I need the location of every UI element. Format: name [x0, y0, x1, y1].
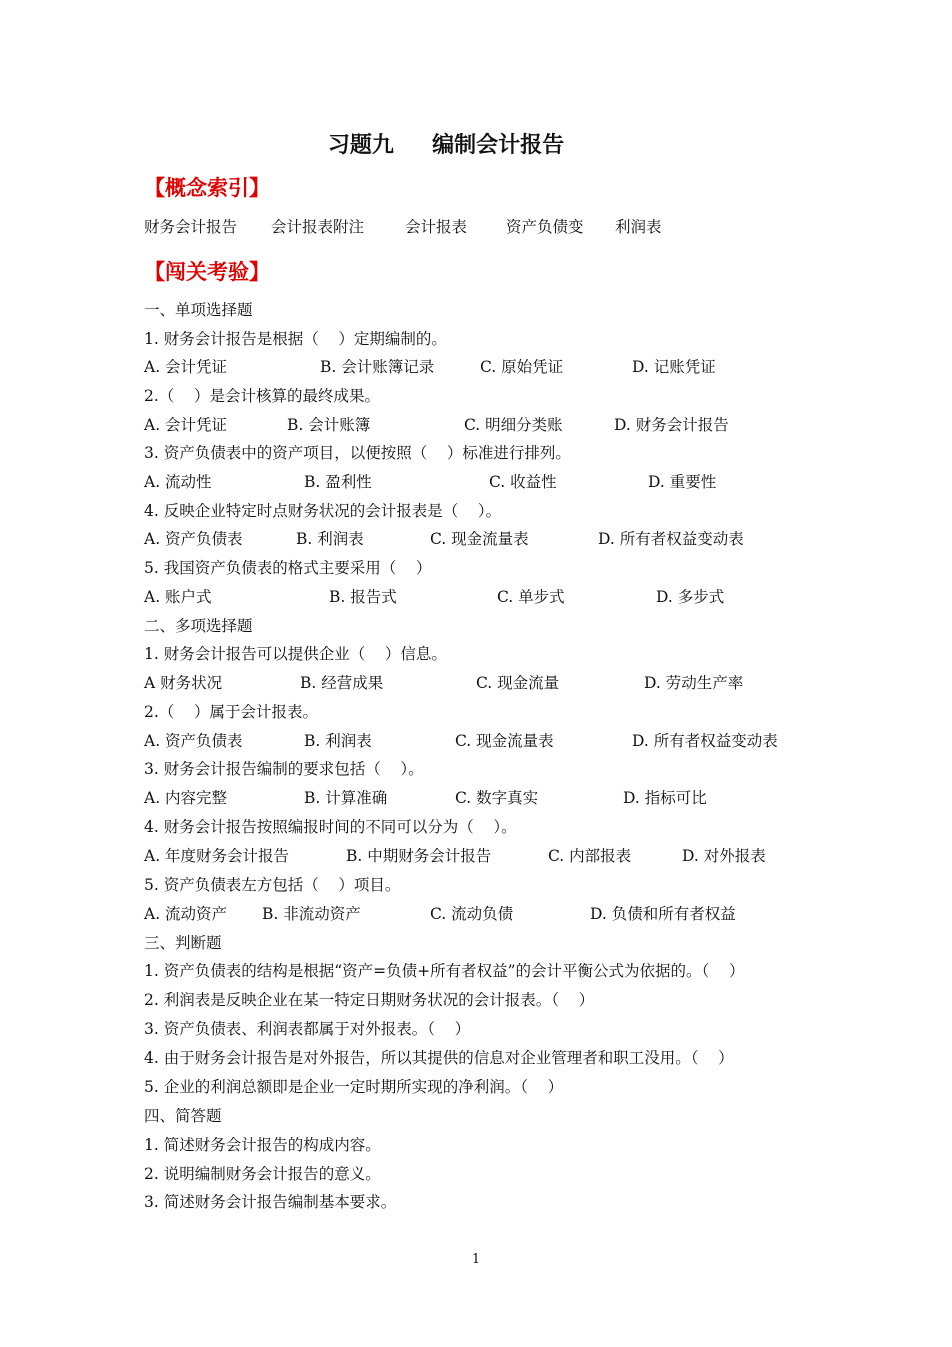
option-b: B. 会计账簿	[287, 416, 371, 434]
option-d: D. 重要性	[648, 473, 717, 491]
page-number: 1	[471, 1252, 481, 1267]
answer-options	[144, 471, 717, 493]
question-text: 2. 说明编制财务会计报告的意义。	[144, 1165, 381, 1183]
option-a: A. 会计凭证	[144, 416, 228, 434]
option-c: C. 收益性	[489, 473, 557, 491]
option-d: D. 指标可比	[623, 789, 707, 807]
concept-term: 会计报表	[405, 218, 468, 236]
option-b: B. 计算准确	[304, 789, 388, 807]
option-d: D. 记账凭证	[632, 358, 716, 376]
question-text: 1. 资产负债表的结构是根据“资产=负债+所有者权益”的会计平衡公式为依据的。（ ）	[144, 962, 745, 980]
option-d: D. 多步式	[656, 588, 725, 606]
option-c: C. 单步式	[497, 588, 565, 606]
question-text: 4. 反映企业特定时点财务状况的会计报表是（ ）。	[144, 502, 502, 520]
answer-options	[144, 845, 766, 867]
answer-options	[144, 787, 707, 809]
option-c: C. 原始凭证	[480, 358, 564, 376]
question-text: 1. 简述财务会计报告的构成内容。	[144, 1136, 381, 1154]
option-b: B. 经营成果	[300, 674, 384, 692]
question-text: 3. 资产负债表、利润表都属于对外报表。（ ）	[144, 1020, 471, 1038]
option-c: C. 数字真实	[455, 789, 539, 807]
concept-term: 资产负债变	[506, 218, 584, 236]
option-a: A. 流动性	[144, 473, 212, 491]
option-d: D. 负债和所有者权益	[590, 905, 736, 923]
question-text: 5. 资产负债表左方包括（ ）项目。	[144, 876, 401, 894]
section-heading: 三、判断题	[144, 934, 222, 952]
question-text: 5. 企业的利润总额即是企业一定时期所实现的净利润。（ ）	[144, 1078, 564, 1096]
option-b: B. 中期财务会计报告	[346, 847, 492, 865]
answer-options	[144, 414, 729, 436]
option-a: A 财务状况	[144, 674, 223, 692]
option-d: D. 劳动生产率	[644, 674, 744, 692]
option-b: B. 利润表	[296, 530, 364, 548]
question-text: 3. 资产负债表中的资产项目，以便按照（ ）标准进行排列。	[144, 444, 571, 462]
question-text: 2. 利润表是反映企业在某一特定日期财务状况的会计报表。（ ）	[144, 991, 595, 1009]
concept-term: 会计报表附注	[271, 218, 365, 236]
option-d: D. 所有者权益变动表	[632, 732, 778, 750]
question-text: 5. 我国资产负债表的格式主要采用（ ）	[144, 559, 432, 577]
concept-term: 利润表	[615, 218, 662, 236]
option-a: A. 流动资产	[144, 905, 228, 923]
section-heading: 四、简答题	[144, 1107, 222, 1125]
option-a: A. 内容完整	[144, 789, 228, 807]
concept-term: 财务会计报告	[144, 218, 238, 236]
option-b: B. 非流动资产	[262, 905, 361, 923]
answer-options	[144, 903, 736, 925]
option-a: A. 会计凭证	[144, 358, 228, 376]
question-text: 3. 财务会计报告编制的要求包括（ ）。	[144, 760, 424, 778]
option-d: D. 对外报表	[682, 847, 766, 865]
option-a: A. 资产负债表	[144, 530, 243, 548]
question-text: 3. 简述财务会计报告编制基本要求。	[144, 1193, 397, 1211]
option-c: C. 明细分类账	[464, 416, 563, 434]
answer-options	[144, 586, 725, 608]
option-a: A. 年度财务会计报告	[144, 847, 290, 865]
page-title: 习题九 编制会计报告	[327, 133, 565, 158]
question-text: 2.（ ）属于会计报表。	[144, 703, 318, 721]
option-a: A. 账户式	[144, 588, 212, 606]
answer-options	[144, 528, 744, 550]
section-heading: 一、单项选择题	[144, 301, 253, 319]
question-text: 1. 财务会计报告可以提供企业（ ）信息。	[144, 645, 447, 663]
option-b: B. 报告式	[329, 588, 397, 606]
section-heading: 二、多项选择题	[144, 617, 253, 635]
question-text: 1. 财务会计报告是根据（ ）定期编制的。	[144, 330, 447, 348]
question-text: 4. 由于财务会计报告是对外报告，所以其提供的信息对企业管理者和职工没用。（ ）	[144, 1049, 734, 1067]
option-b: B. 会计账簿记录	[320, 358, 435, 376]
option-d: D. 财务会计报告	[614, 416, 729, 434]
option-c: C. 流动负债	[430, 905, 514, 923]
option-b: B. 盈利性	[304, 473, 372, 491]
answer-options	[144, 730, 778, 752]
option-c: C. 现金流量表	[430, 530, 529, 548]
question-text: 2.（ ）是会计核算的最终成果。	[144, 387, 380, 405]
question-text: 4. 财务会计报告按照编报时间的不同可以分为（ ）。	[144, 818, 517, 836]
option-d: D. 所有者权益变动表	[598, 530, 744, 548]
option-c: C. 内部报表	[548, 847, 632, 865]
answer-options	[144, 672, 744, 694]
answer-options	[144, 356, 716, 378]
option-a: A. 资产负债表	[144, 732, 243, 750]
option-c: C. 现金流量表	[455, 732, 554, 750]
option-c: C. 现金流量	[476, 674, 560, 692]
challenge-heading: 【闯关考验】	[144, 260, 270, 284]
concept-list	[144, 216, 662, 238]
option-b: B. 利润表	[304, 732, 372, 750]
concept-index-heading: 【概念索引】	[144, 176, 270, 200]
